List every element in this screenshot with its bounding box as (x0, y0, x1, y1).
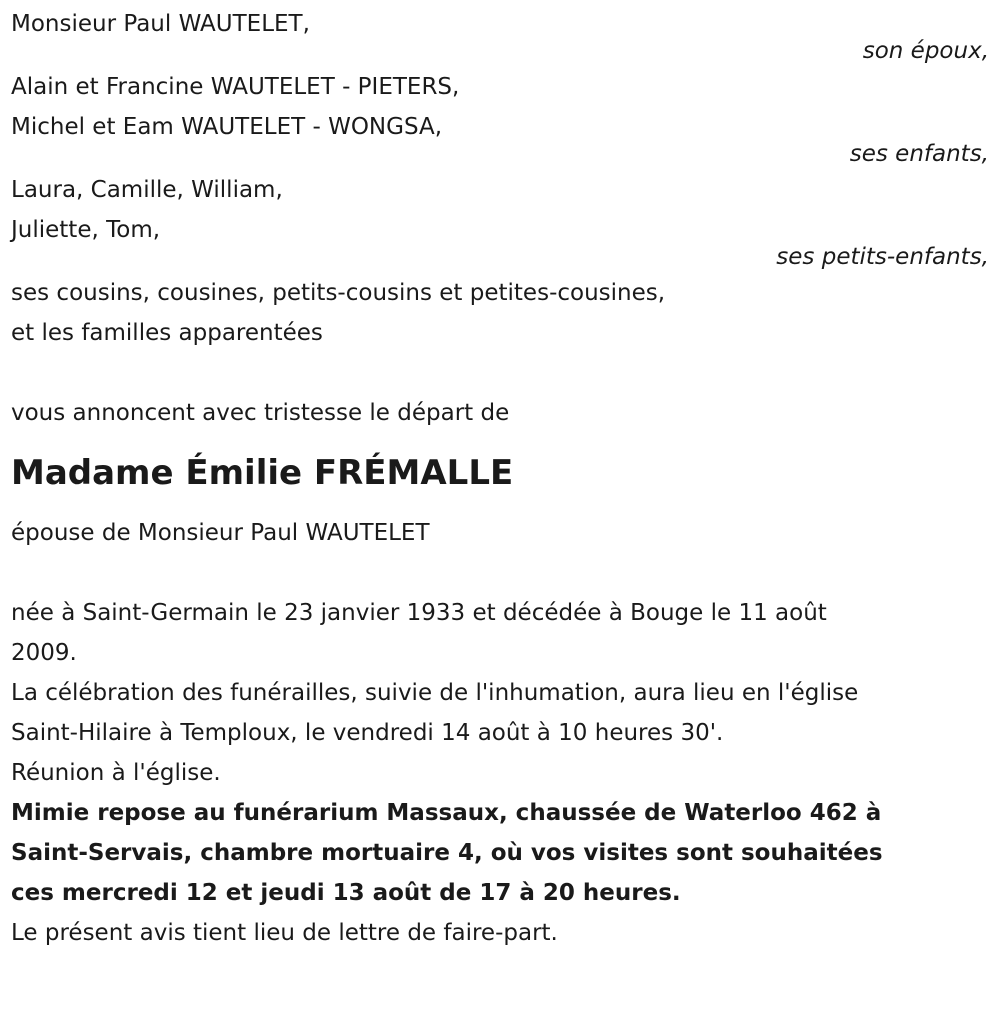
visit-line-2: Saint-Servais, chambre mortuaire 4, où vos visites sont souhaitées (11, 840, 883, 866)
spouse-name: Monsieur Paul WAUTELET, (11, 11, 310, 37)
children-role: ses enfants, (849, 141, 989, 167)
announcement-text: vous annoncent avec tristesse le départ de (11, 400, 510, 426)
closing-text: Le présent avis tient lieu de lettre de faire-part. (11, 920, 558, 946)
relatives-line-1: ses cousins, cousines, petits-cousins et petites-cousines, (11, 280, 666, 306)
birth-death-line-2: 2009. (11, 640, 77, 666)
ceremony-line-1: La célébration des funérailles, suivie de l'inhumation, aura lieu en l'église (11, 680, 859, 706)
visit-line-1: Mimie repose au funérarium Massaux, chaussée de Waterloo 462 à (11, 800, 882, 826)
grandchild-line-1: Laura, Camille, William, (11, 177, 283, 203)
child-line-1: Alain et Francine WAUTELET - PIETERS, (11, 74, 460, 100)
grandchildren-role: ses petits-enfants, (776, 244, 989, 270)
meeting-text: Réunion à l'église. (11, 760, 221, 786)
birth-death-line-1: née à Saint-Germain le 23 janvier 1933 et décédée à Bouge le 11 août (11, 600, 827, 626)
obituary-notice (11, 4, 989, 953)
spacer (11, 353, 989, 393)
spouse-of-text: épouse de Monsieur Paul WAUTELET (11, 520, 430, 546)
spouse-role: son époux, (862, 38, 989, 64)
ceremony-line-2: Saint-Hilaire à Temploux, le vendredi 14 août à 10 heures 30'. (11, 720, 724, 746)
relatives-line-2: et les familles apparentées (11, 320, 323, 346)
spacer (11, 553, 989, 593)
child-line-2: Michel et Eam WAUTELET - WONGSA, (11, 114, 443, 140)
deceased-name: Madame Émilie FRÉMALLE (11, 453, 514, 493)
grandchild-line-2: Juliette, Tom, (11, 217, 161, 243)
visit-line-3: ces mercredi 12 et jeudi 13 août de 17 à 20 heures. (11, 880, 681, 906)
